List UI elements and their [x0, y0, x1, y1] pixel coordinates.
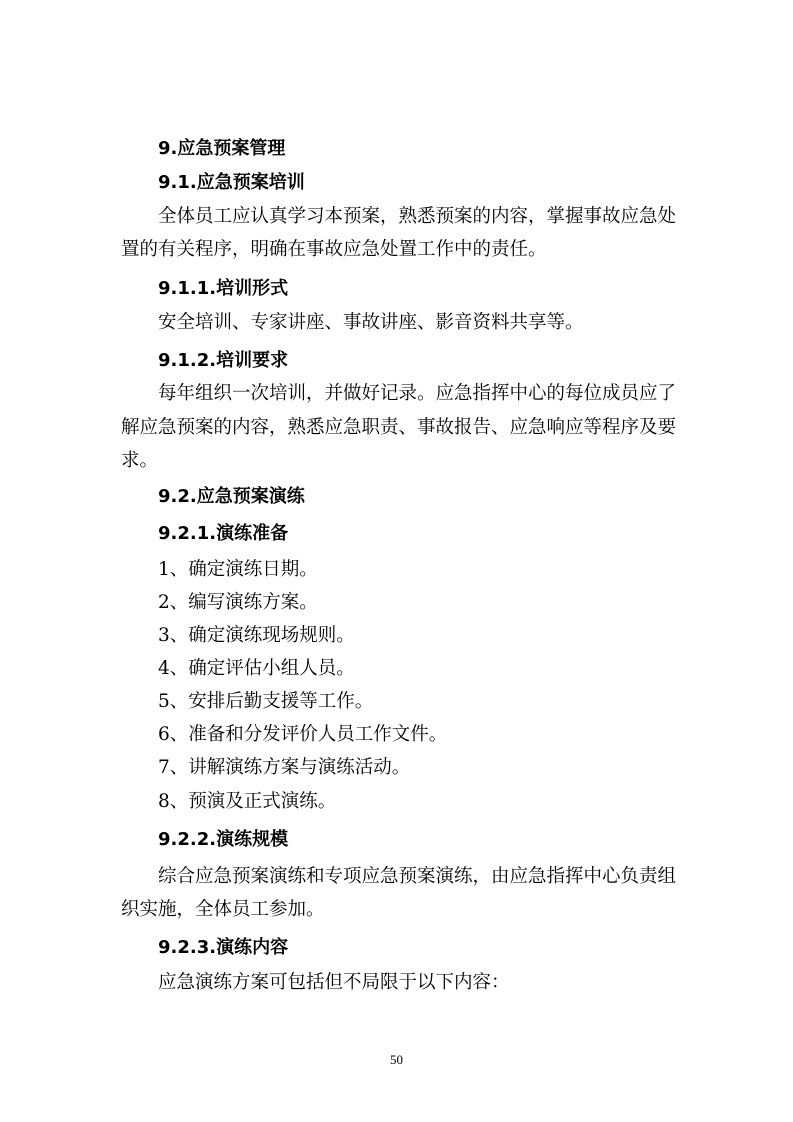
list-item: 5、安排后勤支援等工作。: [158, 691, 374, 712]
list-item: 6、准备和分发评价人员工作文件。: [158, 724, 448, 745]
list-item: 3、确定演练现场规则。: [158, 625, 355, 646]
paragraph-9-2-2-line-2: 织实施，全体员工参加。: [121, 899, 325, 920]
list-item: 4、确定评估小组人员。: [158, 658, 355, 679]
heading-9-2: 9.2.应急预案演练: [158, 486, 305, 507]
heading-9-1-1: 9.1.1.培训形式: [158, 278, 289, 299]
list-item: 7、讲解演练方案与演练活动。: [158, 757, 411, 778]
paragraph-9-1-1: 安全培训、专家讲座、事故讲座、影音资料共享等。: [158, 312, 584, 333]
paragraph-9-1-line-2: 置的有关程序，明确在事故应急处置工作中的责任。: [121, 239, 547, 260]
heading-9-2-2: 9.2.2.演练规模: [158, 829, 289, 850]
page-number: 50: [390, 1052, 403, 1067]
heading-9: 9.应急预案管理: [158, 138, 286, 159]
paragraph-9-1-2-line-3: 求。: [121, 450, 159, 471]
heading-9-2-3: 9.2.3.演练内容: [158, 937, 289, 958]
paragraph-9-2-2-line-1: 综合应急预案演练和专项应急预案演练，由应急指挥中心负责组: [158, 866, 677, 887]
list-item: 1、确定演练日期。: [158, 559, 318, 580]
list-item: 8、预演及正式演练。: [158, 791, 337, 812]
heading-9-1: 9.1.应急预案培训: [158, 172, 305, 193]
paragraph-9-2-3: 应急演练方案可包括但不局限于以下内容：: [158, 972, 510, 993]
list-item: 2、编写演练方案。: [158, 592, 318, 613]
heading-9-1-2: 9.1.2.培训要求: [158, 350, 289, 371]
heading-9-2-1: 9.2.1.演练准备: [158, 523, 289, 544]
paragraph-9-1-2-line-2: 解应急预案的内容，熟悉应急职责、事故报告、应急响应等程序及要: [121, 417, 677, 438]
paragraph-9-1-line-1: 全体员工应认真学习本预案，熟悉预案的内容，掌握事故应急处: [158, 206, 677, 227]
paragraph-9-1-2-line-1: 每年组织一次培训，并做好记录。应急指挥中心的每位成员应了: [158, 383, 677, 404]
